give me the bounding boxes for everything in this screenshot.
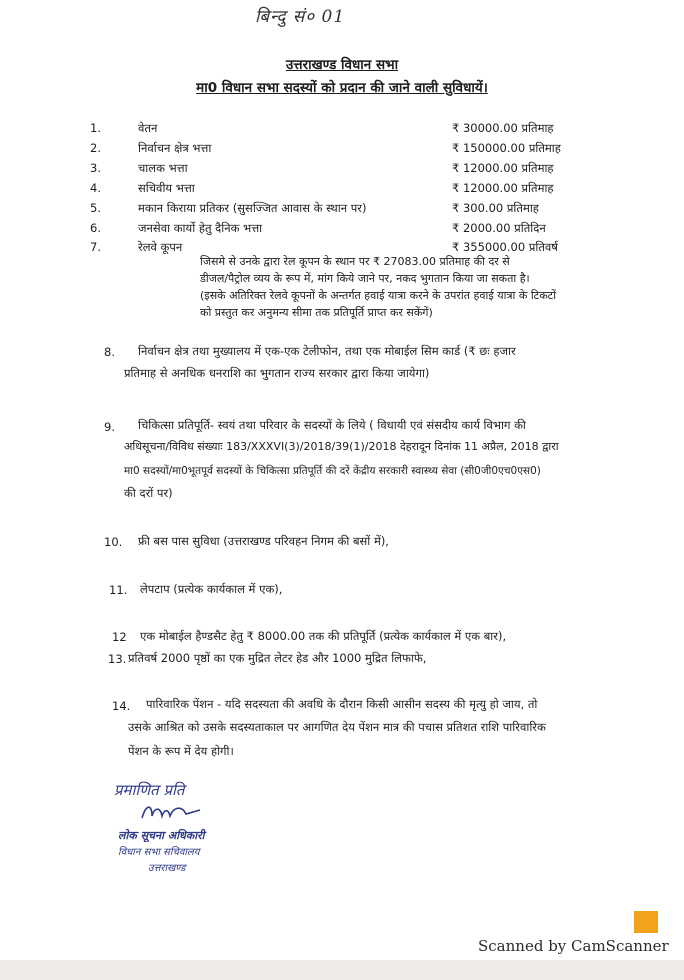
item-amount: ₹ 150000.00 प्रतिमाह <box>452 141 561 155</box>
footer-bar <box>0 960 684 980</box>
item-amount: ₹ 300.00 प्रतिमाह <box>452 201 539 215</box>
item-amount: ₹ 30000.00 प्रतिमाह <box>452 121 554 135</box>
item-number: 12 <box>112 630 127 644</box>
corner-mark <box>634 911 658 933</box>
item-number: 4. <box>90 181 101 195</box>
item-label: रेलवे कूपन <box>138 240 183 254</box>
item-number: 5. <box>90 201 101 215</box>
document-title: उत्तराखण्ड विधान सभा <box>285 57 399 73</box>
item-text: मा0 सदस्यों/मा0भूतपूर्व सदस्यों के चिकित्सा प्रतिपूर्ति की दरें केंद्रीय सरकारी स्वास्थ्य सेवा (सी0जी0एच0एस0) <box>124 465 541 477</box>
item-text: की दरों पर) <box>124 486 173 500</box>
item-number: 2. <box>90 141 101 155</box>
item-number: 7. <box>90 240 101 254</box>
item-text: लेपटाप (प्रत्येक कार्यकाल में एक), <box>140 582 283 596</box>
item-text: उसके आश्रित को उसके सदस्यताकाल पर आगणित देय पेंशन मात्र की पचास प्रतिशत राशि पारिवारिक <box>128 720 546 734</box>
stamp-state: उत्तराखण्ड <box>148 863 186 874</box>
item-label: जनसेवा कार्यो हेतु दैनिक भत्ता <box>138 221 263 235</box>
item-label: सचिवीय भत्ता <box>138 181 195 195</box>
stamp-officer-title: लोक सूचना अधिकारी <box>118 829 205 842</box>
item-number: 9. <box>104 420 115 434</box>
item-number: 1. <box>90 121 101 135</box>
note-line: डीजल/पैट्रोल व्यय के रूप में, मांग किये जाने पर, नकद भुगतान किया जा सकता है। <box>200 272 530 285</box>
item-number: 10. <box>104 535 123 549</box>
item-number: 8. <box>104 345 115 359</box>
item-amount: ₹ 12000.00 प्रतिमाह <box>452 181 554 195</box>
item-text: पारिवारिक पेंशन - यदि सदस्यता की अवधि के दौरान किसी आसीन सदस्य की मृत्यु हो जाय, तो <box>146 697 538 711</box>
item-number: 13. <box>108 652 127 666</box>
item-label: मकान किराया प्रतिकर (सुसज्जित आवास के स्थान पर) <box>138 201 367 215</box>
item-text: फ्री बस पास सुविधा (उत्तराखण्ड परिवहन निगम की बसों में), <box>138 534 389 548</box>
item-text: प्रतिमाह से अनधिक धनराशि का भुगतान राज्य सरकार द्वारा किया जायेगा) <box>124 366 430 380</box>
note-line: जिसमे से उनके द्वारा रेल कूपन के स्थान पर ₹ 27083.00 प्रतिमाह की दर से <box>200 255 510 268</box>
stamp-certified-copy: प्रमाणित प्रति <box>114 781 185 799</box>
document-subtitle: मा0 विधान सभा सदस्यों को प्रदान की जाने वाली सुविधायें। <box>196 80 488 96</box>
item-text: अधिसूचना/विविध संख्याः 183/XXXVI(3)/2018/39(1)/2018 देहरादून दिनांक 11 अप्रैल, 2018 द्वारा <box>124 440 559 453</box>
item-label: निर्वाचन क्षेत्र भत्ता <box>138 141 212 155</box>
attestation-stamp <box>108 780 248 880</box>
item-text: निर्वाचन क्षेत्र तथा मुख्यालय में एक-एक टेलीफोन, तथा एक मोबाईल सिम कार्ड (₹ छः हजार <box>138 344 516 358</box>
scanner-watermark: Scanned by CamScanner <box>478 937 669 955</box>
item-number: 11. <box>109 583 128 597</box>
item-number: 14. <box>112 699 131 713</box>
item-amount: ₹ 12000.00 प्रतिमाह <box>452 161 554 175</box>
item-text: एक मोबाईल हैण्डसैट हेतु ₹ 8000.00 तक की प्रतिपूर्ति (प्रत्येक कार्यकाल में एक बार), <box>140 629 507 643</box>
note-line: को प्रस्तुत कर अनुमन्य सीमा तक प्रतिपूर्ति प्राप्त कर सकेंगें) <box>200 306 433 319</box>
item-text: पेंशन के रूप में देय होगी। <box>128 744 234 758</box>
item-text: चिकित्सा प्रतिपूर्ति- स्वयं तथा परिवार के सदस्यों के लिये ( विधायी एवं संसदीय कार्य विभाग की <box>138 418 526 432</box>
item-number: 3. <box>90 161 101 175</box>
item-label: वेतन <box>138 121 158 135</box>
handwritten-point-number: बिन्दु सं० 01 <box>255 7 346 27</box>
item-label: चालक भत्ता <box>138 161 188 175</box>
note-line: (इसके अतिरिक्त रेलवे कूपनों के अन्तर्गत हवाई यात्रा करने के उपरांत हवाई यात्रा के टिकटों <box>200 289 557 302</box>
item-text: प्रतिवर्ष 2000 पृष्ठों का एक मुद्रित लेटर हेड और 1000 मुद्रित लिफाफे, <box>128 651 427 665</box>
item-amount: ₹ 2000.00 प्रतिदिन <box>452 221 546 235</box>
item-number: 6. <box>90 221 101 235</box>
item-amount: ₹ 355000.00 प्रतिवर्ष <box>452 240 558 254</box>
signature-icon <box>138 800 208 826</box>
stamp-office: विधान सभा सचिवालय <box>118 847 200 858</box>
